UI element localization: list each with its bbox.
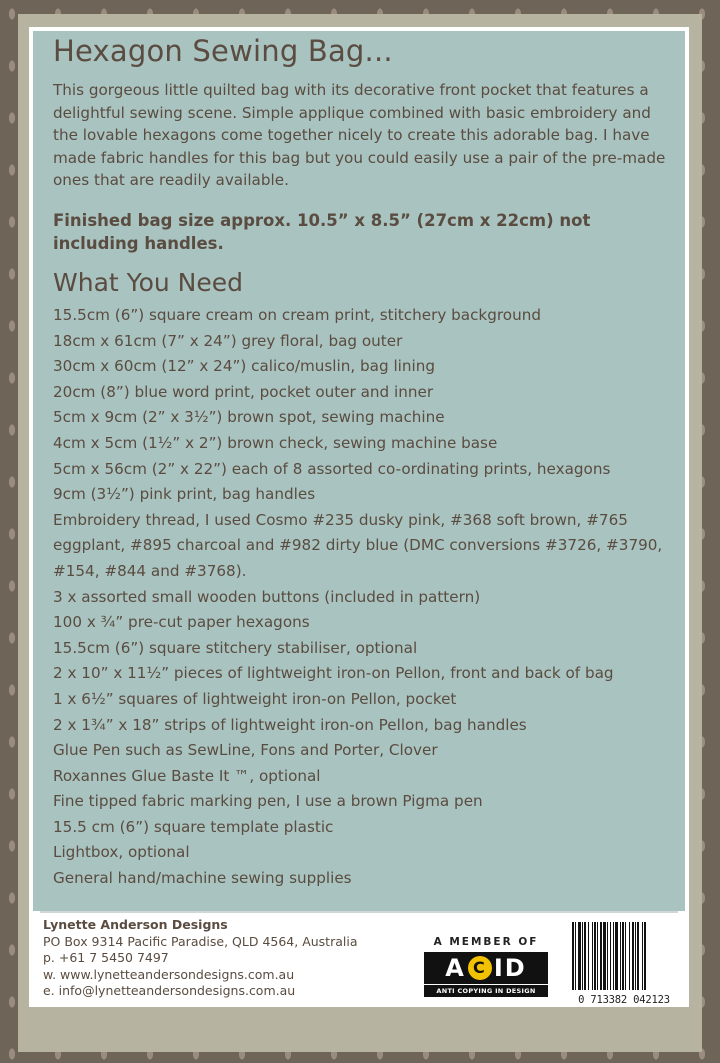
materials-list (53, 303, 678, 892)
materials-item: Embroidery thread, I used Cosmo #235 dusky pink, #368 soft brown, #765 eggplant, #895 charcoal and #982 dirty blue (DMC conversions #3726, #3790, #154, #844 and #3768). (53, 510, 663, 580)
materials-item: 4cm x 5cm (1½” x 2”) brown check, sewing machine base (53, 433, 498, 452)
intro-paragraph: This gorgeous little quilted bag with its decorative front pocket that features a delightful sewing scene. Simple applique combined with basic embroidery and the lovable hexagons come together nicely to create this adorable bag. I have made fabric handles for this bag but you could easily use a pair of the pre-made ones that are readily available. (53, 81, 666, 190)
company-website: w. www.lynetteandersondesigns.com.au (43, 966, 295, 982)
materials-item: 15.5 cm (6”) square template plastic (53, 817, 334, 836)
company-name: Lynette Anderson Designs (43, 917, 228, 932)
materials-item: 15.5cm (6”) square cream on cream print, stitchery background (53, 306, 541, 324)
company-phone: p. +61 7 5450 7497 (43, 950, 169, 965)
materials-item: 1 x 6½” squares of lightweight iron-on Pellon, pocket (53, 689, 457, 708)
acid-tagline: ANTI COPYING IN DESIGN (424, 985, 548, 997)
materials-item: 9cm (3½”) pink print, bag handles (53, 485, 316, 504)
materials-item: 3 x assorted small wooden buttons (included in pattern) (53, 587, 481, 606)
company-email: e. info@lynetteandersondesigns.com.au (43, 983, 296, 998)
materials-item: 20cm (8”) blue word print, pocket outer and inner (53, 382, 434, 401)
materials-item: 5cm x 56cm (2” x 22”) each of 8 assorted co-ordinating prints, hexagons (53, 459, 611, 478)
company-info (43, 917, 358, 1000)
materials-item: 5cm x 9cm (2” x 3½”) brown spot, sewing machine (53, 408, 445, 427)
barcode (566, 920, 682, 1006)
materials-item: 2 x 10” x 11½” pieces of lightweight iron-on Pellon, front and back of bag (53, 664, 614, 683)
materials-item: 100 x ¾” pre-cut paper hexagons (53, 613, 310, 632)
materials-item: 30cm x 60cm (12” x 24”) calico/muslin, bag lining (53, 357, 435, 376)
finished-size-note: Finished bag size approx. 10.5” x 8.5” (27cm x 22cm) not including handles. (53, 211, 591, 253)
materials-item: Glue Pen such as SewLine, Fons and Porter, Clover (53, 741, 438, 760)
acid-logo-id: ID (493, 954, 527, 982)
materials-item: Roxannes Glue Baste It ™, optional (53, 766, 321, 785)
acid-badge (420, 936, 552, 997)
company-address: PO Box 9314 Pacific Paradise, QLD 4564, Australia (43, 933, 358, 949)
barcode-digits: 0 713382 042123 (578, 994, 670, 1006)
materials-item: Lightbox, optional (53, 843, 190, 862)
acid-logo (424, 952, 548, 984)
materials-item: General hand/machine sewing supplies (53, 869, 352, 888)
copyright-icon: C (468, 956, 492, 980)
acid-logo-a: A (445, 954, 466, 982)
materials-item: 18cm x 61cm (7” x 24”) grey floral, bag outer (53, 331, 403, 350)
barcode-bars (570, 922, 678, 990)
acid-member-text: A MEMBER OF (433, 936, 539, 948)
footer-divider (40, 911, 678, 913)
page-title: Hexagon Sewing Bag... (53, 34, 393, 68)
materials-item: 15.5cm (6”) square stitchery stabiliser, optional (53, 638, 418, 657)
materials-item: 2 x 1¾” x 18” strips of lightweight iron-on Pellon, bag handles (53, 715, 527, 734)
materials-item: Fine tipped fabric marking pen, I use a brown Pigma pen (53, 792, 483, 811)
what-you-need-heading: What You Need (53, 268, 244, 297)
